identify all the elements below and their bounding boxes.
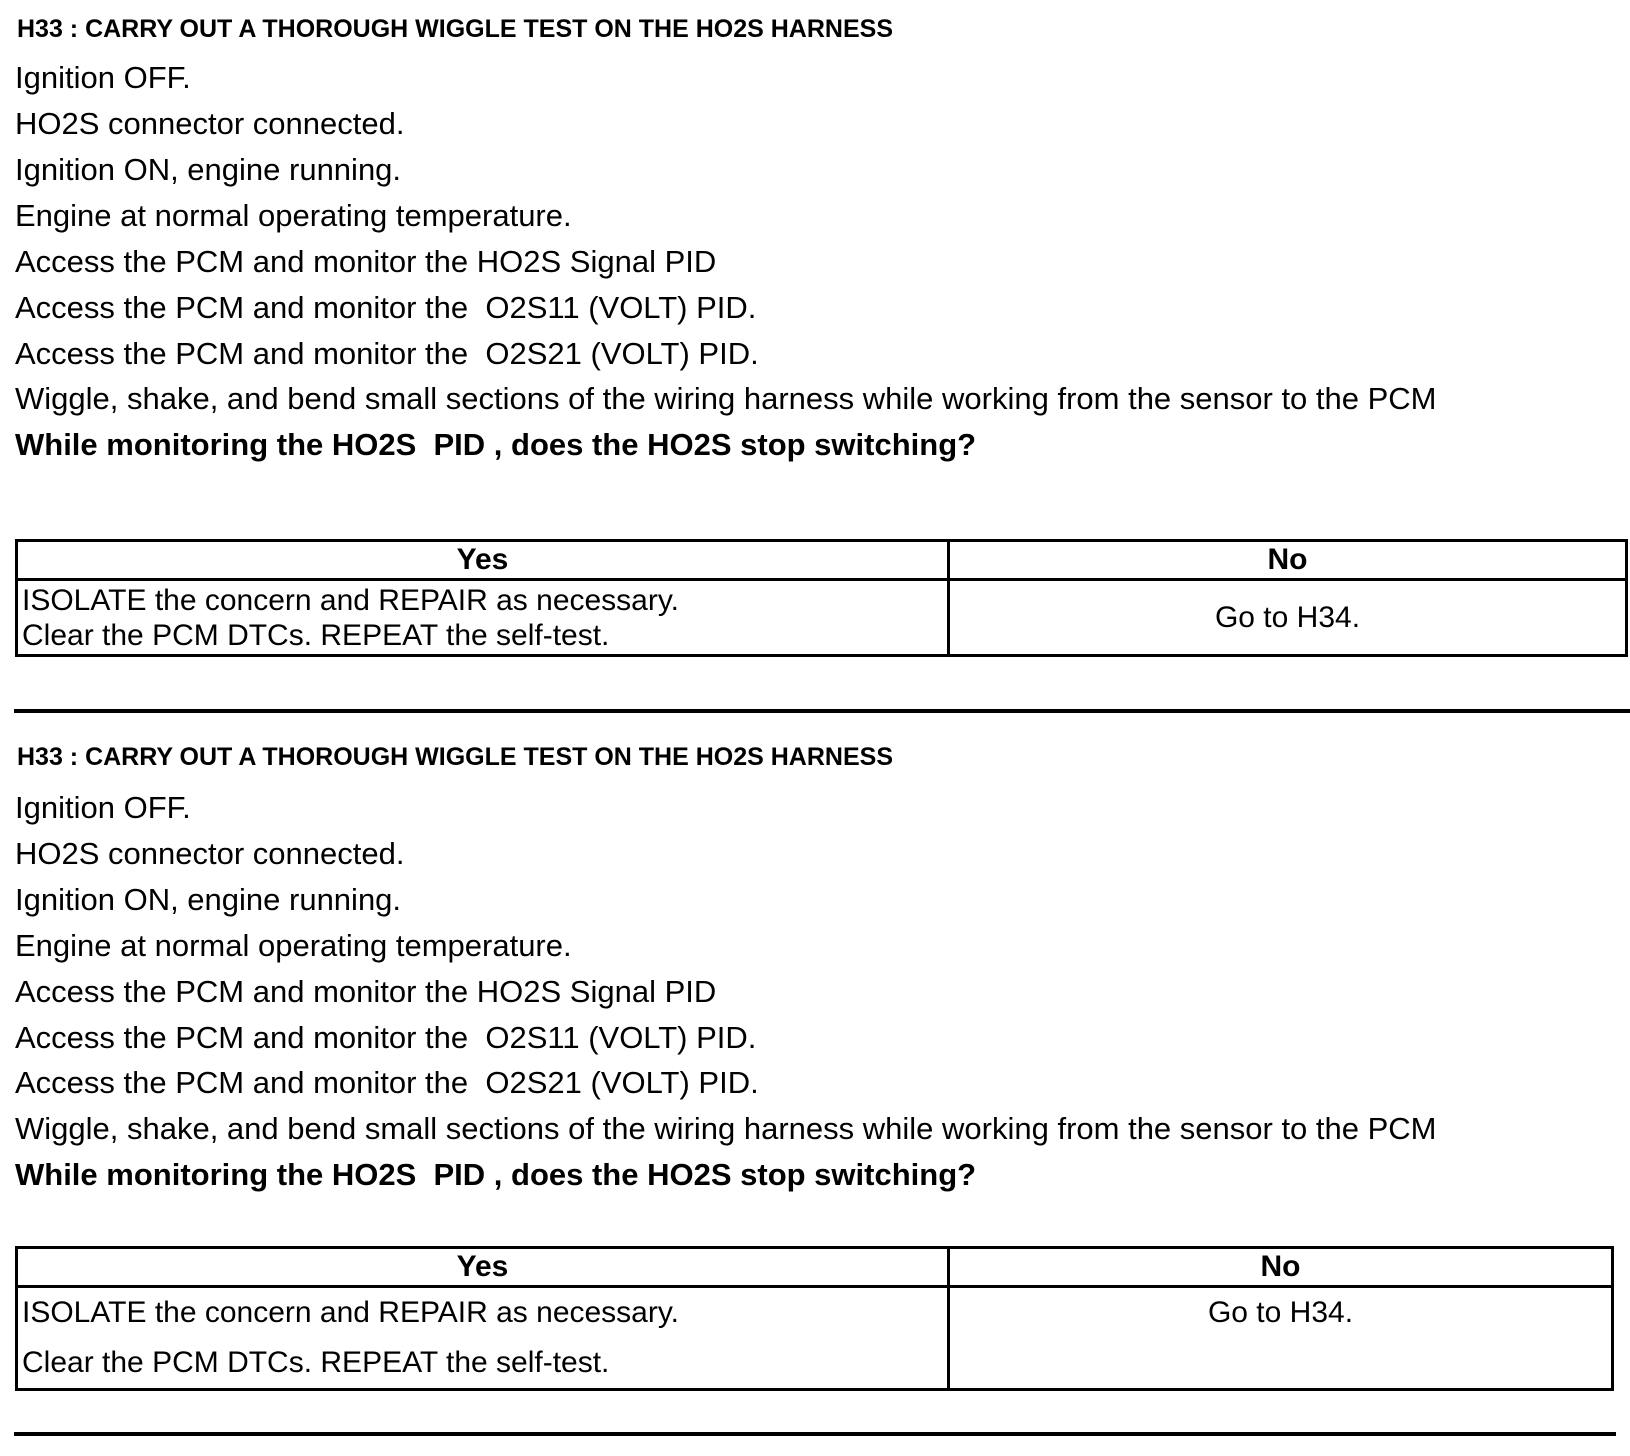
yes-line: Clear the PCM DTCs. REPEAT the self-test. bbox=[22, 1346, 610, 1379]
step-item: HO2S connector connected. bbox=[15, 836, 405, 871]
step-item: HO2S connector connected. bbox=[15, 106, 405, 141]
yes-line: ISOLATE the concern and REPAIR as necessary. bbox=[22, 1296, 679, 1329]
step-item: Engine at normal operating temperature. bbox=[15, 198, 572, 233]
section-title: H33 : CARRY OUT A THOROUGH WIGGLE TEST ON THE HO2S HARNESS bbox=[17, 743, 893, 771]
step-item: Access the PCM and monitor the HO2S Signal PID bbox=[15, 974, 717, 1009]
section-divider bbox=[14, 1432, 1616, 1436]
decision-table bbox=[15, 1246, 1614, 1391]
section-divider bbox=[14, 709, 1630, 713]
decision-question: While monitoring the HO2S PID , does the HO2S stop switching? bbox=[15, 427, 977, 462]
no-cell: Go to H34. bbox=[949, 1287, 1613, 1390]
step-item: Access the PCM and monitor the O2S21 (VOLT) PID. bbox=[15, 336, 759, 371]
section-title: H33 : CARRY OUT A THOROUGH WIGGLE TEST ON THE HO2S HARNESS bbox=[17, 15, 893, 43]
step-item: Wiggle, shake, and bend small sections of the wiring harness while working from the sensor to the PCM bbox=[15, 381, 1437, 416]
decision-question: While monitoring the HO2S PID , does the HO2S stop switching? bbox=[15, 1157, 977, 1192]
yes-line: Clear the PCM DTCs. REPEAT the self-test. bbox=[22, 618, 610, 652]
step-item: Ignition ON, engine running. bbox=[15, 882, 402, 917]
step-item: Ignition ON, engine running. bbox=[15, 152, 402, 187]
step-item: Engine at normal operating temperature. bbox=[15, 928, 572, 963]
no-cell: Go to H34. bbox=[949, 580, 1627, 656]
yes-cell bbox=[17, 1287, 949, 1390]
step-item: Access the PCM and monitor the O2S21 (VOLT) PID. bbox=[15, 1065, 759, 1100]
step-item: Ignition OFF. bbox=[15, 790, 191, 825]
step-item: Wiggle, shake, and bend small sections of the wiring harness while working from the sensor to the PCM bbox=[15, 1111, 1437, 1146]
decision-table bbox=[15, 539, 1628, 657]
no-header: No bbox=[949, 541, 1627, 580]
step-item: Access the PCM and monitor the O2S11 (VOLT) PID. bbox=[15, 1020, 757, 1055]
yes-header: Yes bbox=[17, 541, 949, 580]
step-item: Access the PCM and monitor the O2S11 (VOLT) PID. bbox=[15, 290, 757, 325]
yes-line: ISOLATE the concern and REPAIR as necessary. bbox=[22, 583, 679, 617]
step-item: Access the PCM and monitor the HO2S Signal PID bbox=[15, 244, 717, 279]
step-item: Ignition OFF. bbox=[15, 60, 191, 95]
yes-cell bbox=[17, 580, 949, 656]
yes-header: Yes bbox=[17, 1248, 949, 1287]
no-header: No bbox=[949, 1248, 1613, 1287]
